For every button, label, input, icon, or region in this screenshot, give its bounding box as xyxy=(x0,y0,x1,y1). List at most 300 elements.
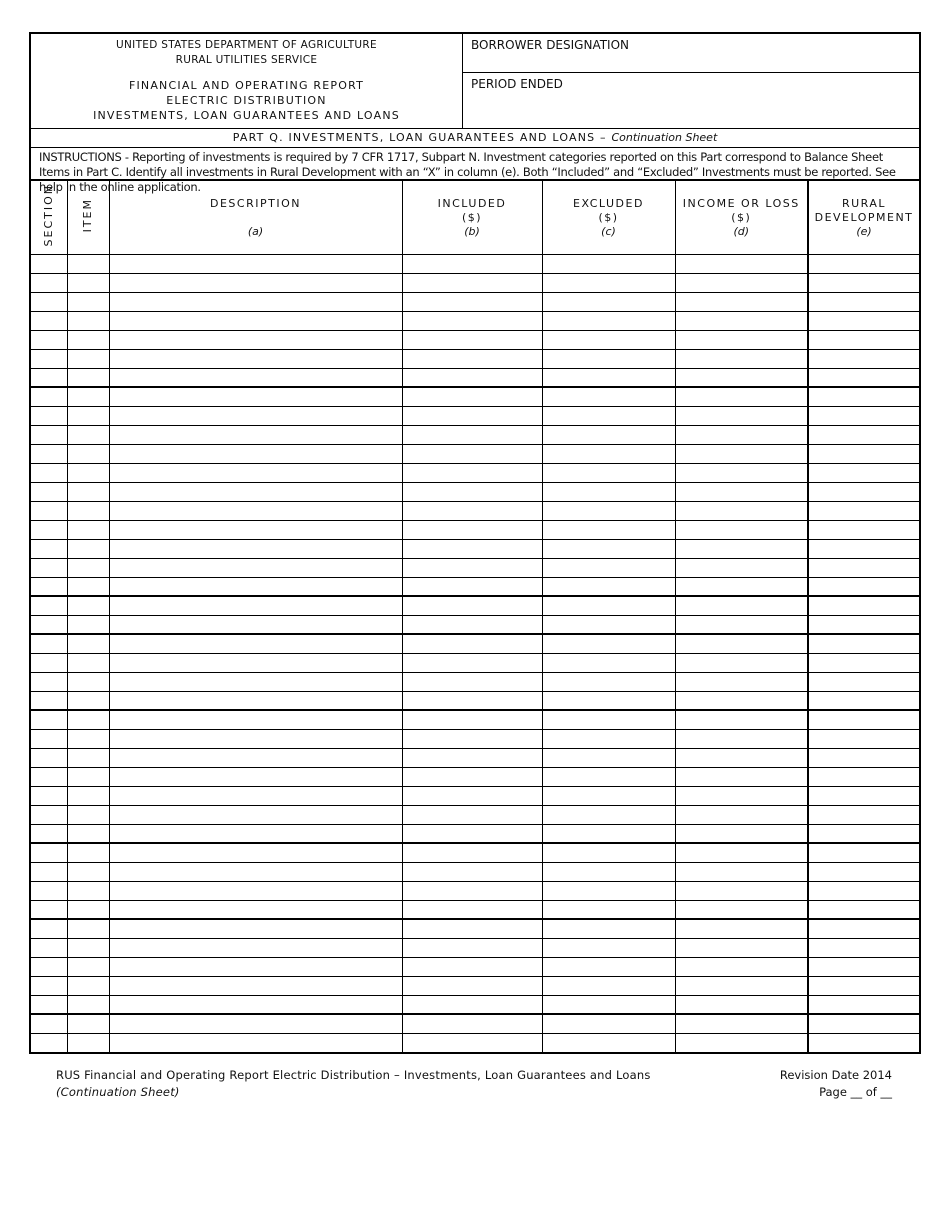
cell-income-or-loss[interactable] xyxy=(675,806,808,825)
cell-item[interactable] xyxy=(67,1034,109,1053)
cell-description[interactable] xyxy=(109,787,402,806)
cell-rural-development[interactable] xyxy=(808,634,919,654)
cell-excluded[interactable] xyxy=(542,464,675,483)
cell-item[interactable] xyxy=(67,901,109,920)
cell-description[interactable] xyxy=(109,673,402,692)
cell-description[interactable] xyxy=(109,426,402,445)
cell-excluded[interactable] xyxy=(542,863,675,882)
cell-rural-development[interactable] xyxy=(808,787,919,806)
cell-included[interactable] xyxy=(402,312,542,331)
cell-section[interactable] xyxy=(31,464,67,483)
cell-item[interactable] xyxy=(67,882,109,901)
cell-income-or-loss[interactable] xyxy=(675,369,808,388)
cell-income-or-loss[interactable] xyxy=(675,483,808,502)
cell-description[interactable] xyxy=(109,293,402,312)
cell-section[interactable] xyxy=(31,749,67,768)
cell-income-or-loss[interactable] xyxy=(675,634,808,654)
cell-item[interactable] xyxy=(67,749,109,768)
cell-excluded[interactable] xyxy=(542,426,675,445)
cell-item[interactable] xyxy=(67,464,109,483)
cell-income-or-loss[interactable] xyxy=(675,464,808,483)
cell-excluded[interactable] xyxy=(542,445,675,464)
cell-income-or-loss[interactable] xyxy=(675,654,808,673)
cell-item[interactable] xyxy=(67,540,109,559)
cell-section[interactable] xyxy=(31,369,67,388)
cell-description[interactable] xyxy=(109,464,402,483)
cell-rural-development[interactable] xyxy=(808,350,919,369)
cell-income-or-loss[interactable] xyxy=(675,331,808,350)
cell-section[interactable] xyxy=(31,673,67,692)
cell-excluded[interactable] xyxy=(542,768,675,787)
cell-description[interactable] xyxy=(109,387,402,407)
cell-rural-development[interactable] xyxy=(808,596,919,616)
cell-item[interactable] xyxy=(67,274,109,293)
cell-section[interactable] xyxy=(31,1014,67,1034)
cell-rural-development[interactable] xyxy=(808,996,919,1015)
cell-rural-development[interactable] xyxy=(808,578,919,597)
cell-excluded[interactable] xyxy=(542,882,675,901)
cell-included[interactable] xyxy=(402,919,542,939)
cell-excluded[interactable] xyxy=(542,901,675,920)
cell-section[interactable] xyxy=(31,255,67,274)
cell-section[interactable] xyxy=(31,730,67,749)
cell-rural-development[interactable] xyxy=(808,958,919,977)
cell-item[interactable] xyxy=(67,863,109,882)
cell-item[interactable] xyxy=(67,634,109,654)
cell-income-or-loss[interactable] xyxy=(675,692,808,711)
cell-section[interactable] xyxy=(31,596,67,616)
cell-included[interactable] xyxy=(402,730,542,749)
cell-income-or-loss[interactable] xyxy=(675,426,808,445)
cell-section[interactable] xyxy=(31,996,67,1015)
cell-income-or-loss[interactable] xyxy=(675,919,808,939)
cell-included[interactable] xyxy=(402,274,542,293)
cell-included[interactable] xyxy=(402,369,542,388)
cell-description[interactable] xyxy=(109,996,402,1015)
cell-section[interactable] xyxy=(31,939,67,958)
cell-income-or-loss[interactable] xyxy=(675,730,808,749)
cell-item[interactable] xyxy=(67,369,109,388)
cell-section[interactable] xyxy=(31,882,67,901)
cell-excluded[interactable] xyxy=(542,559,675,578)
cell-description[interactable] xyxy=(109,977,402,996)
cell-rural-development[interactable] xyxy=(808,255,919,274)
cell-excluded[interactable] xyxy=(542,787,675,806)
cell-description[interactable] xyxy=(109,407,402,426)
cell-included[interactable] xyxy=(402,710,542,730)
cell-rural-development[interactable] xyxy=(808,673,919,692)
cell-included[interactable] xyxy=(402,387,542,407)
cell-rural-development[interactable] xyxy=(808,863,919,882)
cell-excluded[interactable] xyxy=(542,293,675,312)
cell-section[interactable] xyxy=(31,958,67,977)
cell-rural-development[interactable] xyxy=(808,559,919,578)
cell-description[interactable] xyxy=(109,616,402,635)
cell-item[interactable] xyxy=(67,806,109,825)
cell-rural-development[interactable] xyxy=(808,692,919,711)
cell-description[interactable] xyxy=(109,634,402,654)
cell-item[interactable] xyxy=(67,521,109,540)
cell-excluded[interactable] xyxy=(542,806,675,825)
cell-description[interactable] xyxy=(109,919,402,939)
cell-item[interactable] xyxy=(67,483,109,502)
cell-included[interactable] xyxy=(402,483,542,502)
cell-description[interactable] xyxy=(109,540,402,559)
cell-excluded[interactable] xyxy=(542,596,675,616)
cell-income-or-loss[interactable] xyxy=(675,255,808,274)
cell-rural-development[interactable] xyxy=(808,445,919,464)
cell-item[interactable] xyxy=(67,387,109,407)
cell-included[interactable] xyxy=(402,596,542,616)
cell-rural-development[interactable] xyxy=(808,1034,919,1053)
cell-section[interactable] xyxy=(31,502,67,521)
cell-section[interactable] xyxy=(31,977,67,996)
cell-included[interactable] xyxy=(402,977,542,996)
cell-item[interactable] xyxy=(67,331,109,350)
cell-item[interactable] xyxy=(67,825,109,844)
cell-income-or-loss[interactable] xyxy=(675,350,808,369)
cell-item[interactable] xyxy=(67,578,109,597)
cell-rural-development[interactable] xyxy=(808,274,919,293)
cell-item[interactable] xyxy=(67,255,109,274)
cell-item[interactable] xyxy=(67,919,109,939)
cell-included[interactable] xyxy=(402,673,542,692)
cell-section[interactable] xyxy=(31,806,67,825)
cell-excluded[interactable] xyxy=(542,578,675,597)
cell-description[interactable] xyxy=(109,749,402,768)
cell-included[interactable] xyxy=(402,502,542,521)
cell-included[interactable] xyxy=(402,540,542,559)
cell-excluded[interactable] xyxy=(542,710,675,730)
cell-description[interactable] xyxy=(109,559,402,578)
cell-included[interactable] xyxy=(402,331,542,350)
cell-included[interactable] xyxy=(402,958,542,977)
cell-excluded[interactable] xyxy=(542,673,675,692)
part-title xyxy=(31,129,919,148)
cell-income-or-loss[interactable] xyxy=(675,540,808,559)
cell-excluded[interactable] xyxy=(542,996,675,1015)
cell-item[interactable] xyxy=(67,1014,109,1034)
cell-included[interactable] xyxy=(402,768,542,787)
cell-income-or-loss[interactable] xyxy=(675,787,808,806)
cell-description[interactable] xyxy=(109,596,402,616)
cell-item[interactable] xyxy=(67,710,109,730)
cell-included[interactable] xyxy=(402,445,542,464)
cell-rural-development[interactable] xyxy=(808,293,919,312)
cell-excluded[interactable] xyxy=(542,331,675,350)
cell-included[interactable] xyxy=(402,1014,542,1034)
cell-section[interactable] xyxy=(31,843,67,863)
cell-item[interactable] xyxy=(67,559,109,578)
cell-section[interactable] xyxy=(31,1034,67,1053)
cell-section[interactable] xyxy=(31,350,67,369)
cell-item[interactable] xyxy=(67,502,109,521)
cell-section[interactable] xyxy=(31,274,67,293)
cell-included[interactable] xyxy=(402,578,542,597)
cell-section[interactable] xyxy=(31,710,67,730)
cell-item[interactable] xyxy=(67,692,109,711)
cell-income-or-loss[interactable] xyxy=(675,710,808,730)
cell-excluded[interactable] xyxy=(542,369,675,388)
cell-excluded[interactable] xyxy=(542,1014,675,1034)
cell-excluded[interactable] xyxy=(542,407,675,426)
cell-rural-development[interactable] xyxy=(808,616,919,635)
cell-section[interactable] xyxy=(31,692,67,711)
cell-section[interactable] xyxy=(31,445,67,464)
cell-excluded[interactable] xyxy=(542,387,675,407)
cell-excluded[interactable] xyxy=(542,255,675,274)
cell-included[interactable] xyxy=(402,521,542,540)
cell-rural-development[interactable] xyxy=(808,806,919,825)
cell-section[interactable] xyxy=(31,483,67,502)
cell-income-or-loss[interactable] xyxy=(675,825,808,844)
cell-section[interactable] xyxy=(31,787,67,806)
cell-included[interactable] xyxy=(402,882,542,901)
cell-item[interactable] xyxy=(67,787,109,806)
cell-item[interactable] xyxy=(67,654,109,673)
cell-description[interactable] xyxy=(109,863,402,882)
cell-section[interactable] xyxy=(31,407,67,426)
cell-rural-development[interactable] xyxy=(808,749,919,768)
cell-rural-development[interactable] xyxy=(808,1014,919,1034)
cell-included[interactable] xyxy=(402,559,542,578)
cell-rural-development[interactable] xyxy=(808,654,919,673)
cell-included[interactable] xyxy=(402,996,542,1015)
cell-excluded[interactable] xyxy=(542,843,675,863)
cell-income-or-loss[interactable] xyxy=(675,445,808,464)
cell-included[interactable] xyxy=(402,426,542,445)
cell-income-or-loss[interactable] xyxy=(675,863,808,882)
cell-description[interactable] xyxy=(109,882,402,901)
cell-item[interactable] xyxy=(67,939,109,958)
cell-income-or-loss[interactable] xyxy=(675,596,808,616)
cell-included[interactable] xyxy=(402,616,542,635)
cell-section[interactable] xyxy=(31,863,67,882)
cell-description[interactable] xyxy=(109,806,402,825)
cell-description[interactable] xyxy=(109,274,402,293)
cell-item[interactable] xyxy=(67,730,109,749)
cell-item[interactable] xyxy=(67,958,109,977)
cell-description[interactable] xyxy=(109,578,402,597)
cell-section[interactable] xyxy=(31,387,67,407)
cell-description[interactable] xyxy=(109,901,402,920)
cell-included[interactable] xyxy=(402,1034,542,1053)
cell-included[interactable] xyxy=(402,806,542,825)
cell-item[interactable] xyxy=(67,673,109,692)
cell-income-or-loss[interactable] xyxy=(675,958,808,977)
cell-description[interactable] xyxy=(109,502,402,521)
cell-item[interactable] xyxy=(67,293,109,312)
cell-rural-development[interactable] xyxy=(808,407,919,426)
cell-section[interactable] xyxy=(31,616,67,635)
cell-item[interactable] xyxy=(67,843,109,863)
cell-rural-development[interactable] xyxy=(808,939,919,958)
cell-excluded[interactable] xyxy=(542,730,675,749)
cell-section[interactable] xyxy=(31,312,67,331)
cell-description[interactable] xyxy=(109,730,402,749)
cell-item[interactable] xyxy=(67,768,109,787)
cell-section[interactable] xyxy=(31,919,67,939)
cell-income-or-loss[interactable] xyxy=(675,559,808,578)
cell-rural-development[interactable] xyxy=(808,312,919,331)
rd-letter: (e) xyxy=(856,224,872,238)
cell-included[interactable] xyxy=(402,749,542,768)
cell-included[interactable] xyxy=(402,787,542,806)
cell-rural-development[interactable] xyxy=(808,768,919,787)
cell-section[interactable] xyxy=(31,521,67,540)
cell-income-or-loss[interactable] xyxy=(675,996,808,1015)
cell-income-or-loss[interactable] xyxy=(675,616,808,635)
cell-rural-development[interactable] xyxy=(808,901,919,920)
cell-income-or-loss[interactable] xyxy=(675,901,808,920)
cell-income-or-loss[interactable] xyxy=(675,882,808,901)
cell-rural-development[interactable] xyxy=(808,540,919,559)
cell-rural-development[interactable] xyxy=(808,710,919,730)
cell-item[interactable] xyxy=(67,616,109,635)
cell-item[interactable] xyxy=(67,996,109,1015)
cell-income-or-loss[interactable] xyxy=(675,274,808,293)
cell-description[interactable] xyxy=(109,825,402,844)
cell-rural-development[interactable] xyxy=(808,483,919,502)
cell-excluded[interactable] xyxy=(542,654,675,673)
cell-rural-development[interactable] xyxy=(808,977,919,996)
cell-income-or-loss[interactable] xyxy=(675,407,808,426)
cell-rural-development[interactable] xyxy=(808,331,919,350)
cell-section[interactable] xyxy=(31,293,67,312)
cell-section[interactable] xyxy=(31,426,67,445)
cell-description[interactable] xyxy=(109,1014,402,1034)
cell-income-or-loss[interactable] xyxy=(675,1034,808,1053)
cell-included[interactable] xyxy=(402,692,542,711)
cell-description[interactable] xyxy=(109,843,402,863)
cell-rural-development[interactable] xyxy=(808,521,919,540)
cell-item[interactable] xyxy=(67,312,109,331)
cell-excluded[interactable] xyxy=(542,274,675,293)
cell-excluded[interactable] xyxy=(542,616,675,635)
cell-section[interactable] xyxy=(31,559,67,578)
cell-income-or-loss[interactable] xyxy=(675,977,808,996)
cell-included[interactable] xyxy=(402,901,542,920)
cell-rural-development[interactable] xyxy=(808,730,919,749)
cell-included[interactable] xyxy=(402,350,542,369)
cell-item[interactable] xyxy=(67,407,109,426)
cell-section[interactable] xyxy=(31,825,67,844)
cell-excluded[interactable] xyxy=(542,825,675,844)
cell-excluded[interactable] xyxy=(542,749,675,768)
cell-description[interactable] xyxy=(109,369,402,388)
cell-excluded[interactable] xyxy=(542,919,675,939)
cell-income-or-loss[interactable] xyxy=(675,293,808,312)
cell-included[interactable] xyxy=(402,464,542,483)
cell-excluded[interactable] xyxy=(542,958,675,977)
cell-item[interactable] xyxy=(67,426,109,445)
cell-income-or-loss[interactable] xyxy=(675,939,808,958)
cell-income-or-loss[interactable] xyxy=(675,768,808,787)
cell-description[interactable] xyxy=(109,958,402,977)
cell-excluded[interactable] xyxy=(542,692,675,711)
cell-excluded[interactable] xyxy=(542,1034,675,1053)
cell-income-or-loss[interactable] xyxy=(675,673,808,692)
cell-item[interactable] xyxy=(67,596,109,616)
cell-description[interactable] xyxy=(109,331,402,350)
cell-excluded[interactable] xyxy=(542,350,675,369)
cell-rural-development[interactable] xyxy=(808,464,919,483)
cell-section[interactable] xyxy=(31,331,67,350)
cell-section[interactable] xyxy=(31,654,67,673)
cell-description[interactable] xyxy=(109,768,402,787)
cell-included[interactable] xyxy=(402,843,542,863)
cell-included[interactable] xyxy=(402,863,542,882)
cell-section[interactable] xyxy=(31,578,67,597)
cell-income-or-loss[interactable] xyxy=(675,749,808,768)
cell-income-or-loss[interactable] xyxy=(675,502,808,521)
cell-item[interactable] xyxy=(67,977,109,996)
table-row xyxy=(31,350,919,369)
cell-rural-development[interactable] xyxy=(808,426,919,445)
cell-excluded[interactable] xyxy=(542,312,675,331)
cell-income-or-loss[interactable] xyxy=(675,843,808,863)
cell-excluded[interactable] xyxy=(542,502,675,521)
borrower-designation-field[interactable] xyxy=(463,34,919,73)
cell-description[interactable] xyxy=(109,710,402,730)
cell-excluded[interactable] xyxy=(542,521,675,540)
cell-included[interactable] xyxy=(402,255,542,274)
cell-description[interactable] xyxy=(109,445,402,464)
cell-rural-development[interactable] xyxy=(808,502,919,521)
cell-excluded[interactable] xyxy=(542,634,675,654)
cell-excluded[interactable] xyxy=(542,540,675,559)
cell-rural-development[interactable] xyxy=(808,387,919,407)
cell-description[interactable] xyxy=(109,654,402,673)
cell-description[interactable] xyxy=(109,939,402,958)
cell-rural-development[interactable] xyxy=(808,825,919,844)
cell-income-or-loss[interactable] xyxy=(675,387,808,407)
cell-rural-development[interactable] xyxy=(808,882,919,901)
cell-rural-development[interactable] xyxy=(808,369,919,388)
cell-description[interactable] xyxy=(109,692,402,711)
cell-included[interactable] xyxy=(402,654,542,673)
cell-included[interactable] xyxy=(402,634,542,654)
cell-rural-development[interactable] xyxy=(808,919,919,939)
cell-item[interactable] xyxy=(67,445,109,464)
cell-section[interactable] xyxy=(31,540,67,559)
cell-excluded[interactable] xyxy=(542,483,675,502)
cell-item[interactable] xyxy=(67,350,109,369)
cell-section[interactable] xyxy=(31,901,67,920)
cell-description[interactable] xyxy=(109,521,402,540)
cell-description[interactable] xyxy=(109,1034,402,1053)
cell-income-or-loss[interactable] xyxy=(675,521,808,540)
cell-included[interactable] xyxy=(402,939,542,958)
cell-excluded[interactable] xyxy=(542,939,675,958)
cell-income-or-loss[interactable] xyxy=(675,312,808,331)
cell-description[interactable] xyxy=(109,350,402,369)
cell-description[interactable] xyxy=(109,255,402,274)
cell-included[interactable] xyxy=(402,825,542,844)
cell-income-or-loss[interactable] xyxy=(675,578,808,597)
cell-section[interactable] xyxy=(31,634,67,654)
cell-rural-development[interactable] xyxy=(808,843,919,863)
cell-included[interactable] xyxy=(402,407,542,426)
cell-included[interactable] xyxy=(402,293,542,312)
cell-description[interactable] xyxy=(109,312,402,331)
rd-heading-line1: RURAL xyxy=(841,196,887,210)
cell-description[interactable] xyxy=(109,483,402,502)
cell-income-or-loss[interactable] xyxy=(675,1014,808,1034)
period-ended-field[interactable] xyxy=(463,73,919,128)
cell-section[interactable] xyxy=(31,768,67,787)
cell-excluded[interactable] xyxy=(542,977,675,996)
